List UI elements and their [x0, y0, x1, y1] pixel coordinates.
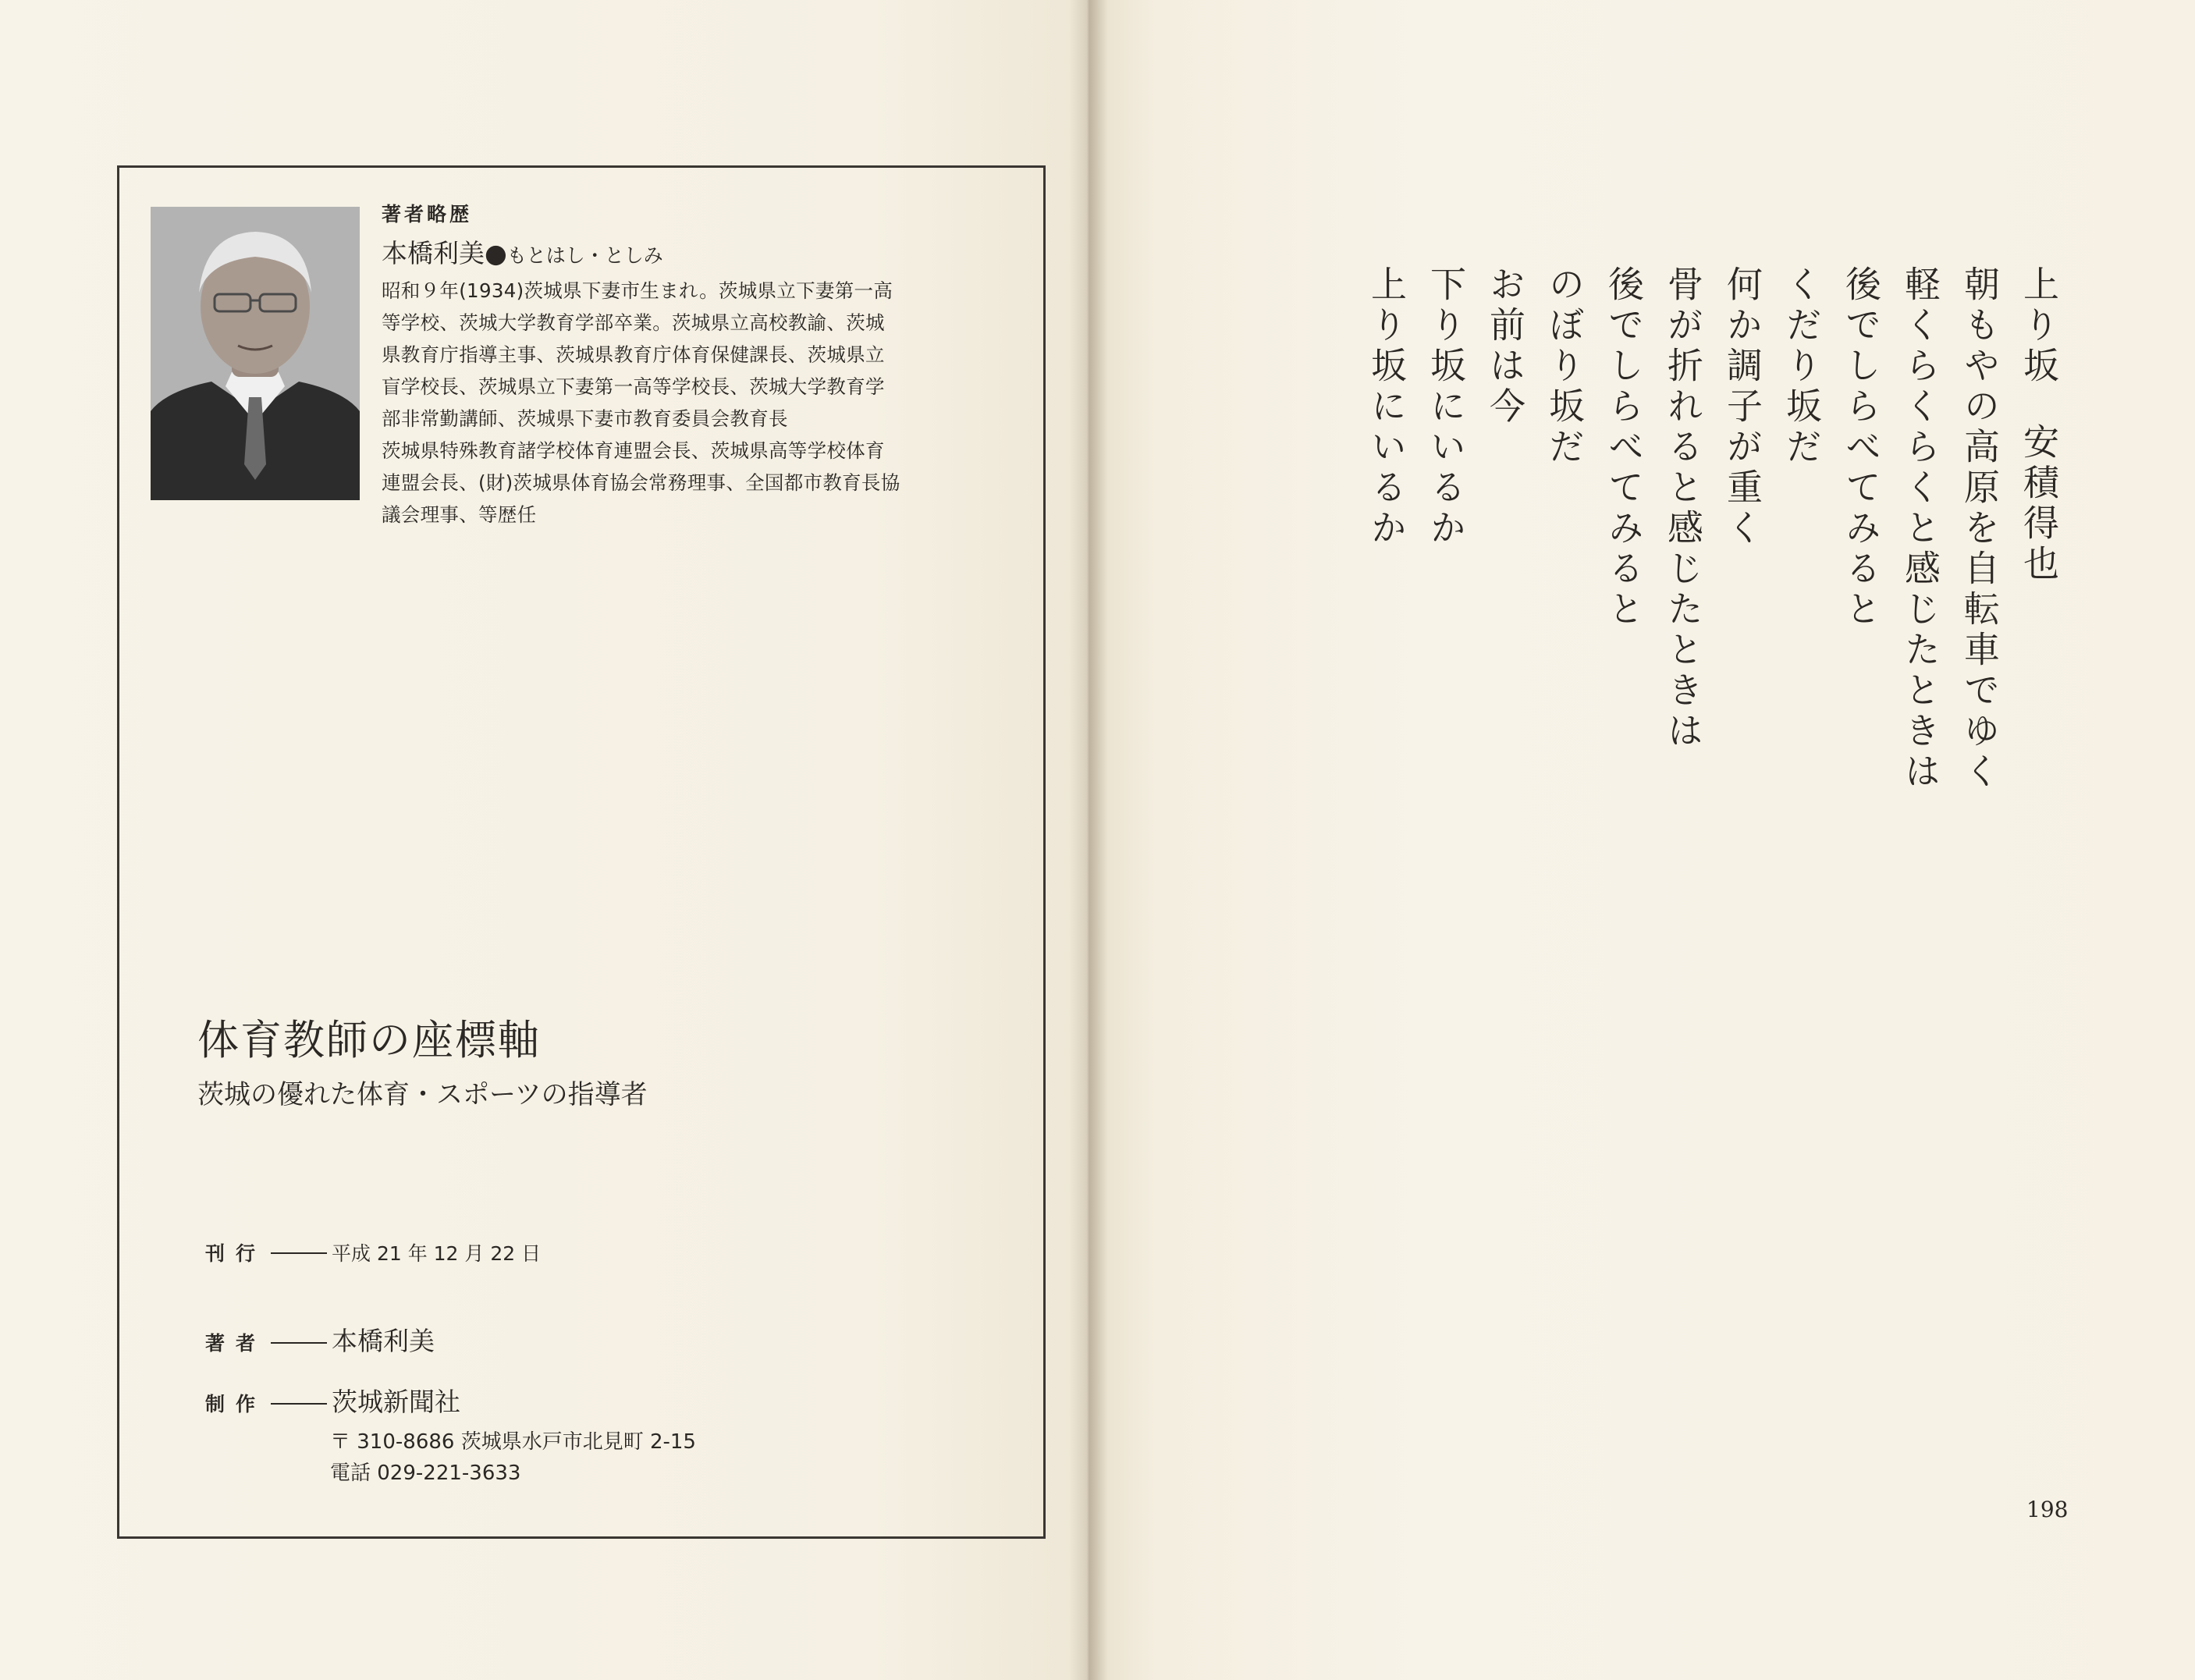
published-label: 刊行: [205, 1242, 267, 1265]
bio-text: [382, 275, 1021, 531]
imprint-producer: [205, 1382, 460, 1419]
author-photo: [151, 207, 360, 500]
author-name: 本橋利美●: [382, 238, 507, 268]
bio-line: 連盟会長、(財)茨城県体育協会常務理事、全国都市教育長協: [382, 471, 900, 494]
author-name-line: [382, 233, 1021, 270]
author-name-reading: もとはし・としみ: [506, 244, 663, 267]
bio-line: 部非常勤講師、茨城県下妻市教育委員会教育長: [382, 407, 788, 430]
book-title: 体育教師の座標軸: [197, 1017, 541, 1064]
bio-line: 昭和９年(1934)茨城県下妻市生まれ。茨城県立下妻第一高: [382, 279, 893, 302]
bio-line: 盲学校長、茨城県立下妻第一高等学校長、茨城大学教育学: [382, 375, 885, 398]
bio-line: 県教育庁指導主事、茨城県教育庁体育保健課長、茨城県立: [382, 343, 885, 366]
imprint-dash: [271, 1252, 327, 1254]
author-label: 著者: [205, 1332, 267, 1355]
poem-line: 後でしらべてみると: [1603, 265, 1645, 630]
poem-line: くだり坂だ: [1781, 265, 1823, 468]
poem-line: のぼり坂だ: [1543, 265, 1586, 468]
poem-line: 後でしらべてみると: [1840, 265, 1882, 630]
poem-line: お前は今: [1484, 265, 1526, 428]
page-number: 198: [2026, 1497, 2069, 1522]
imprint-author: [205, 1321, 435, 1358]
poem-author: 安積得也: [2018, 423, 2060, 585]
poem-title: 上り坂: [2018, 265, 2060, 387]
producer-label: 制作: [205, 1393, 267, 1415]
published-date: 平成 21 年 12 月 22 日: [332, 1242, 542, 1265]
imprint-author-name: 本橋利美: [332, 1326, 435, 1356]
bio-heading: 著者略歴: [382, 203, 473, 226]
producer-phone: 電話 029-221-3633: [330, 1462, 521, 1485]
imprint-dash: [271, 1342, 327, 1344]
page-gutter: [1069, 0, 1108, 1680]
producer-name: 茨城新聞社: [332, 1387, 460, 1417]
colophon-frame: [117, 165, 1046, 1539]
poem-line: 下り坂にいるか: [1425, 265, 1467, 549]
producer-address: 〒 310-8686 茨城県水戸市北見町 2-15: [330, 1430, 696, 1454]
poem: [1357, 265, 2069, 1358]
book-subtitle: 茨城の優れた体育・スポーツの指導者: [197, 1079, 648, 1110]
poem-line: 朝もやの高原を自転車でゆく: [1959, 265, 2001, 793]
poem-line: 骨が折れると感じたときは: [1662, 265, 1704, 752]
poem-line: 上り坂にいるか: [1366, 265, 1408, 549]
imprint-dash: [271, 1403, 327, 1405]
poem-heading: [2009, 265, 2069, 1358]
poem-line: 何か調子が重く: [1721, 265, 1763, 549]
imprint-published: [205, 1238, 541, 1266]
bio-line: 茨城県特殊教育諸学校体育連盟会長、茨城県高等学校体育: [382, 439, 885, 462]
author-biography: [382, 199, 1021, 531]
left-page: [0, 0, 1089, 1680]
author-portrait-image: [151, 207, 360, 500]
bio-line: 等学校、茨城大学教育学部卒業。茨城県立高校教諭、茨城: [382, 311, 885, 334]
poem-line: 軽くらくらくと感じたときは: [1899, 265, 1941, 793]
bio-line: 議会理事、等歴任: [382, 503, 537, 526]
